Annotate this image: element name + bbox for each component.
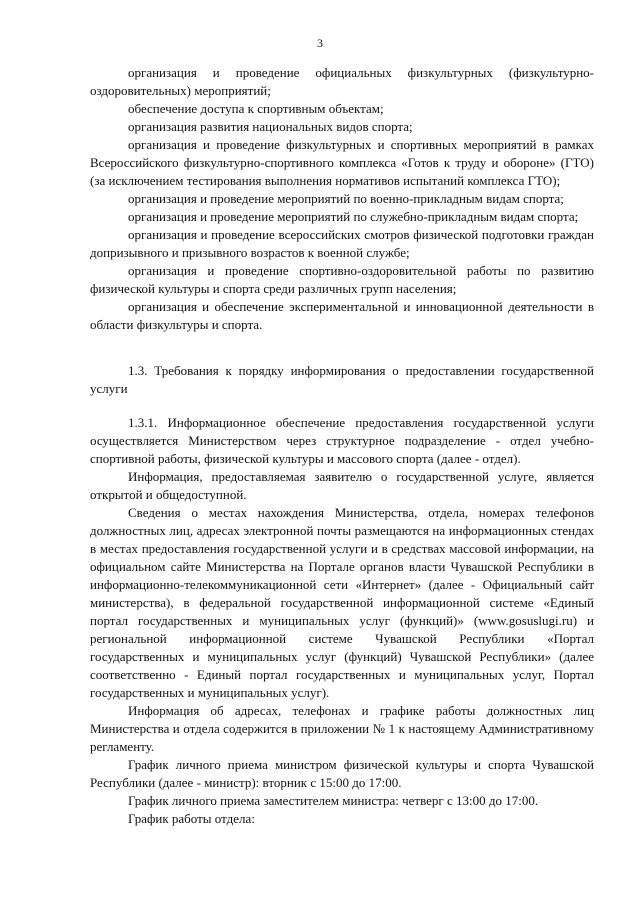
list-item: организация и проведение физкультурных и спортивных мероприятий в рамках Всероссийского физкультурно-спортивного комплекса «Готов к труду и обороне» (ГТО) (за исключением тестирования выполнения нормативов испытаний комплекса ГТО); xyxy=(90,137,594,188)
paragraph: Информация об адресах, телефонах и графике работы должностных лиц Министерства и отдела содержится в приложении № 1 к настоящему Административному регламенту. xyxy=(90,703,594,754)
list-item: организация и проведение официальных физкультурных (физкультурно-оздоровительных) мероприятий; xyxy=(90,65,594,98)
page-number: 3 xyxy=(317,36,323,50)
paragraph: График работы отдела: xyxy=(128,811,255,826)
paragraph: График личного приема министром физической культуры и спорта Чувашской Республики (далее - министр): вторник с 15:00 до 17:00. xyxy=(90,757,594,790)
paragraph: 1.3.1. Информационное обеспечение предоставления государственной услуги осуществляется Министерством через структурное подразделение - отдел учебно-спортивной работы, физической культуры и массового спорта (далее - отдел). xyxy=(90,415,594,466)
paragraph: Информация, предоставляемая заявителю о государственной услуге, является открытой и общедоступной. xyxy=(90,469,594,502)
document-body xyxy=(90,64,594,828)
paragraph: Сведения о местах нахождения Министерства, отдела, номерах телефонов должностных лиц, адресах электронной почты размещаются на информационных стендах в местах предоставления государственной услуги и в средствах массовой информации, на официальном сайте Министерства на Портале органов власти Чувашской Республики в информационно-телекоммуникационной сети «Интернет» (далее - Официальный сайт министерства), в федеральной государственной информационной системе «Единый портал государственных и муниципальных услуг (функций)» (www.gosuslugi.ru) и региональной информационной системе Чувашской Республики «Портал государственных и муниципальных услуг (функций) Чувашской Республики» (далее соответственно - Единый портал государственных и муниципальных услуг, Портал государственных и муниципальных услуг). xyxy=(90,505,594,700)
list-item: организация развития национальных видов спорта; xyxy=(128,119,413,134)
list-item: организация и проведение спортивно-оздоровительной работы по развитию физической культуры и спорта среди различных групп населения; xyxy=(90,263,594,296)
list-item: организация и проведение мероприятий по военно-прикладным видам спорта; xyxy=(128,191,564,206)
list-item: организация и проведение мероприятий по служебно-прикладным видам спорта; xyxy=(128,209,579,224)
list-item: обеспечение доступа к спортивным объектам; xyxy=(128,101,384,116)
paragraph: График личного приема заместителем министра: четверг с 13:00 до 17:00. xyxy=(128,793,539,808)
list-item: организация и проведение всероссийских смотров физической подготовки граждан допризывного и призывного возрастов к военной службе; xyxy=(90,227,594,260)
list-item: организация и обеспечение экспериментальной и инновационной деятельности в области физкультуры и спорта. xyxy=(90,299,594,332)
section-heading: 1.3. Требования к порядку информирования о предоставлении государственной услуги xyxy=(90,363,594,396)
